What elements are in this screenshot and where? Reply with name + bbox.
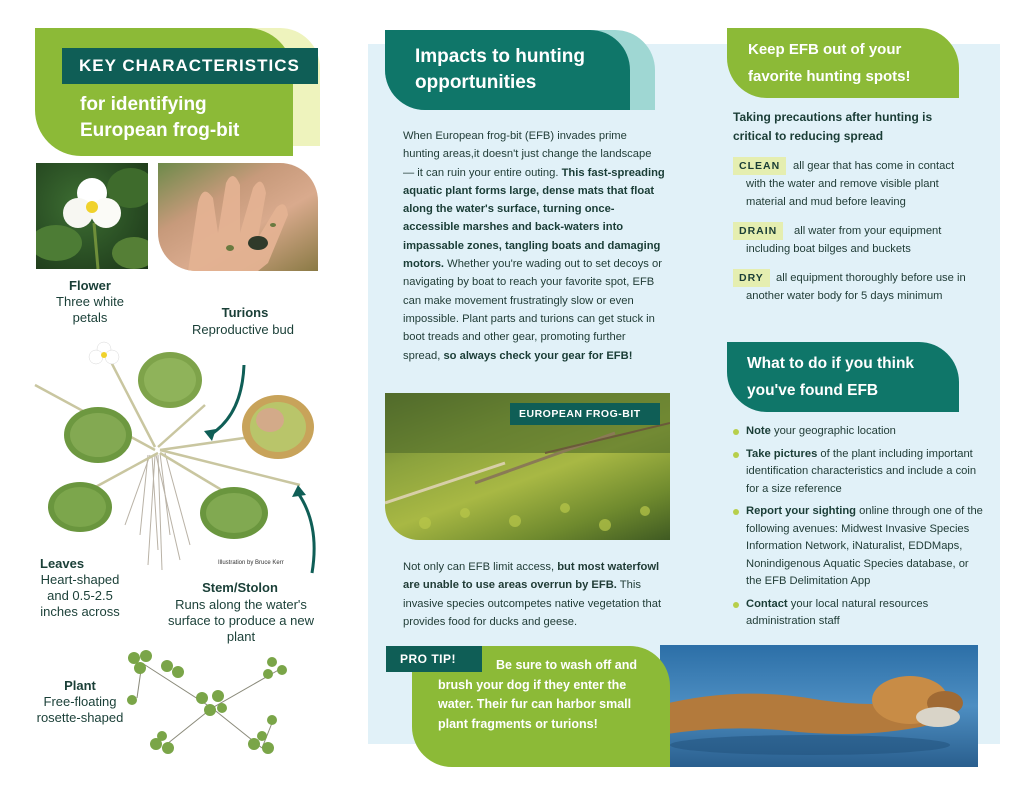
waterfowl-bold: but most waterfowl are unable to use areas overrun by EFB. (403, 561, 660, 592)
dry-step-text: all equipment thoroughly before use in another water body for 5 days minimum (746, 272, 966, 302)
plant-description: Free-floating rosette-shaped (36, 694, 124, 725)
clean-step-text: all gear that has come in contact with the water and remove visible plant material and mud before leaving (746, 160, 955, 208)
pro-tip-text: Be sure to wash off and brush your dog if they enter the water. Their fur can harbor small plant fragments or turions! (438, 658, 637, 731)
leaves-label: Leaves (40, 556, 85, 571)
list-item-text: of the plant including important identification characteristics and include a coin for a size reference (746, 447, 977, 495)
clean-tag: CLEAN (733, 157, 786, 175)
frog-bit-plant-illustration (30, 335, 325, 575)
list-item (733, 503, 983, 591)
bullet-icon (733, 509, 739, 515)
dog-swimming-photo (660, 645, 978, 767)
list-item (733, 423, 983, 441)
waterfowl-text (403, 558, 673, 631)
flower-label: Flower (69, 278, 111, 293)
what-to-do-list (733, 423, 983, 636)
what-to-do-title: What to do if you think you've found EFB (727, 342, 959, 412)
frog-bit-photo-tag: EUROPEAN FROG-BIT (510, 403, 660, 425)
turion-hand-photo (158, 163, 318, 271)
stem-stolon-label: Stem/Stolon (202, 580, 278, 595)
drain-tag: DRAIN (733, 222, 783, 240)
bullet-icon (733, 429, 739, 435)
dry-tag: DRY (733, 269, 770, 287)
pro-tip-tag: PRO TIP! (386, 646, 482, 672)
impacts-middle: Whether you're wading out to set decoys or navigating by boat to reach your favorite spot, EFB can make movement frustratingly slow or even impossible. Plant parts and turions can get stuck in boot treads and other gear, promoting further spread, (403, 258, 662, 362)
turions-label: Turions (221, 305, 269, 320)
list-item-keyword: Take pictures (746, 447, 818, 460)
list-item (733, 446, 983, 499)
list-item-keyword: Note (746, 425, 771, 437)
leaves-description: Heart-shaped and 0.5-2.5 inches across (40, 572, 120, 619)
impacts-check-gear: so always check your gear for EFB! (443, 349, 633, 362)
impacts-title: Impacts to hunting opportunities (385, 30, 630, 110)
stem-stolon-description: Runs along the water's surface to produce a new plant (168, 597, 314, 644)
bullet-icon (733, 452, 739, 458)
impacts-intro: When European frog-bit (EFB) invades prime hunting areas,it doesn't just change the landscape — it can ruin your entire outing. (403, 130, 652, 179)
plant-colony-illustration (122, 648, 297, 763)
waterfowl-intro: Not only can EFB limit access, (403, 561, 558, 573)
precaution-heading: Taking precautions after hunting is critical to reducing spread (733, 110, 933, 143)
list-item-text: your local natural resources administration staff (746, 597, 929, 627)
impacts-body-text (403, 127, 665, 365)
impacts-bold-statement: This fast-spreading aquatic plant forms large, dense mats that float along the water's surface, turning once-accessible marshes and back-waters into impassable zones, tangling boats and damaging motors. (403, 166, 665, 271)
plant-label: Plant (64, 678, 96, 693)
list-item-keyword: Report your sighting (746, 505, 857, 517)
list-item (733, 596, 983, 631)
key-characteristics-title: KEY CHARACTERISTICS (62, 48, 318, 84)
turions-description: Reproductive bud (192, 322, 294, 337)
key-characteristics-subtitle: for identifying European frog-bit (80, 94, 240, 141)
drain-step-text: all water from your equipment including boat bilges and buckets (746, 225, 942, 255)
illustration-credit: Illustration by Bruce Kerr (218, 560, 284, 566)
flower-description: Three white petals (56, 294, 124, 325)
list-item-keyword: Contact (746, 597, 788, 610)
list-item-text: online through one of the following avenues: Midwest Invasive Species Information Network, iNaturalist, EDDMaps, Nonindigenous Aquatic Species database, or the EFB Delimitation App (746, 505, 983, 587)
bullet-icon (733, 602, 739, 608)
waterfowl-post: This invasive species outcompetes native vegetation that provides food for ducks and geese. (403, 579, 662, 628)
keep-efb-out-title: Keep EFB out of your favorite hunting spots! (727, 28, 959, 98)
list-item-text: your geographic location (770, 425, 896, 437)
flower-photo (36, 163, 148, 269)
